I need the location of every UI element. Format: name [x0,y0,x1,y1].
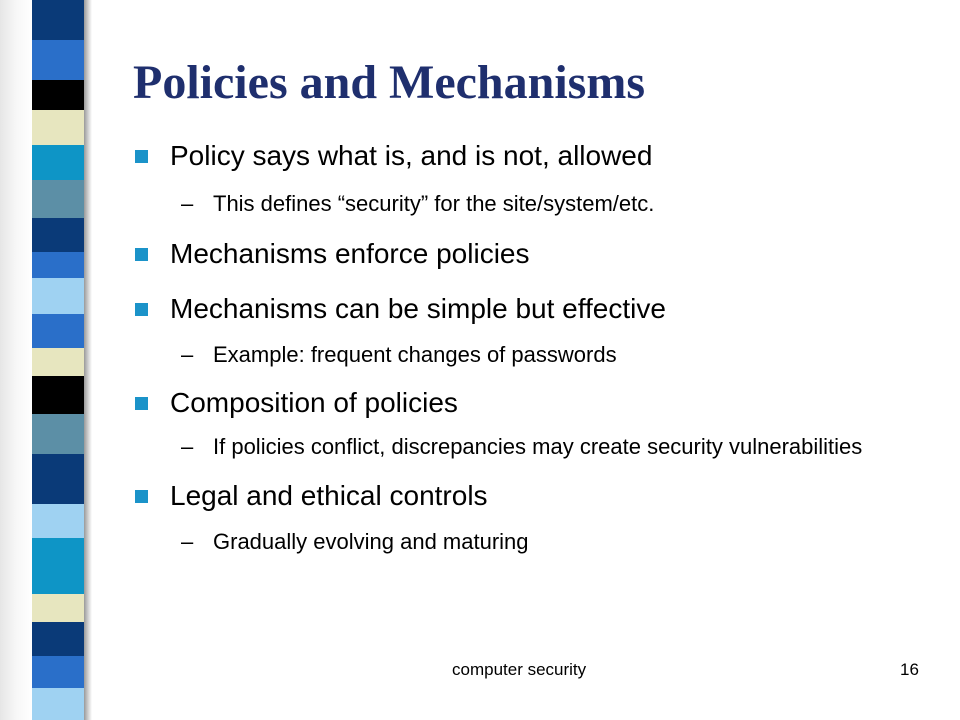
stripe-edge [84,0,92,720]
stripe-block [32,414,84,454]
sub-bullet-text: Example: frequent changes of passwords [213,342,617,367]
stripe-block [32,80,84,110]
bullet-item [133,384,933,422]
stripe-block [32,40,84,80]
stripe-block [32,252,84,278]
bullet-item [133,137,933,175]
bullet-list [133,135,933,556]
bullet-square-icon [135,490,148,503]
sub-bullet-item [133,528,933,556]
bullet-text: Mechanisms enforce policies [170,238,530,269]
stripe-block [32,348,84,376]
sub-bullet-item [133,433,873,461]
bullet-text: Legal and ethical controls [170,480,488,511]
sub-bullet-item [133,341,933,369]
stripe-block [32,218,84,252]
stripe-block [32,180,84,218]
stripe-shadow [0,0,32,720]
stripe-block [32,454,84,504]
bullet-text: Mechanisms can be simple but effective [170,293,666,324]
stripe-block [32,656,84,688]
sub-bullet-item [133,190,933,218]
stripe-block [32,145,84,180]
bullet-item [133,290,933,328]
bullet-square-icon [135,248,148,261]
stripe-block [32,278,84,314]
dash-marker: – [181,529,194,554]
bullet-square-icon [135,150,148,163]
dash-marker: – [181,434,194,459]
stripe-block [32,0,84,40]
dash-marker: – [181,191,194,216]
bullet-item [133,235,933,273]
stripe-block [32,314,84,348]
bullet-square-icon [135,397,148,410]
stripe-block [32,376,84,414]
stripe-block [32,594,84,622]
sub-bullet-text: This defines “security” for the site/system/etc. [213,191,655,216]
page-number: 16 [900,660,919,679]
bullet-item [133,477,933,515]
bullet-text: Composition of policies [170,387,458,418]
bullet-square-icon [135,303,148,316]
footer-label: computer security [452,660,587,679]
slide-title: Policies and Mechanisms [133,56,645,109]
sub-bullet-text: Gradually evolving and maturing [213,529,529,554]
dash-marker: – [181,342,194,367]
stripe-block [32,538,84,594]
stripe-block [32,622,84,656]
stripe-block [32,504,84,538]
decorative-stripe [0,0,92,720]
sub-bullet-text: If policies conflict, discrepancies may create security vulnerabilities [213,434,863,459]
bullet-text: Policy says what is, and is not, allowed [170,140,653,171]
stripe-block [32,688,84,720]
stripe-block [32,110,84,145]
